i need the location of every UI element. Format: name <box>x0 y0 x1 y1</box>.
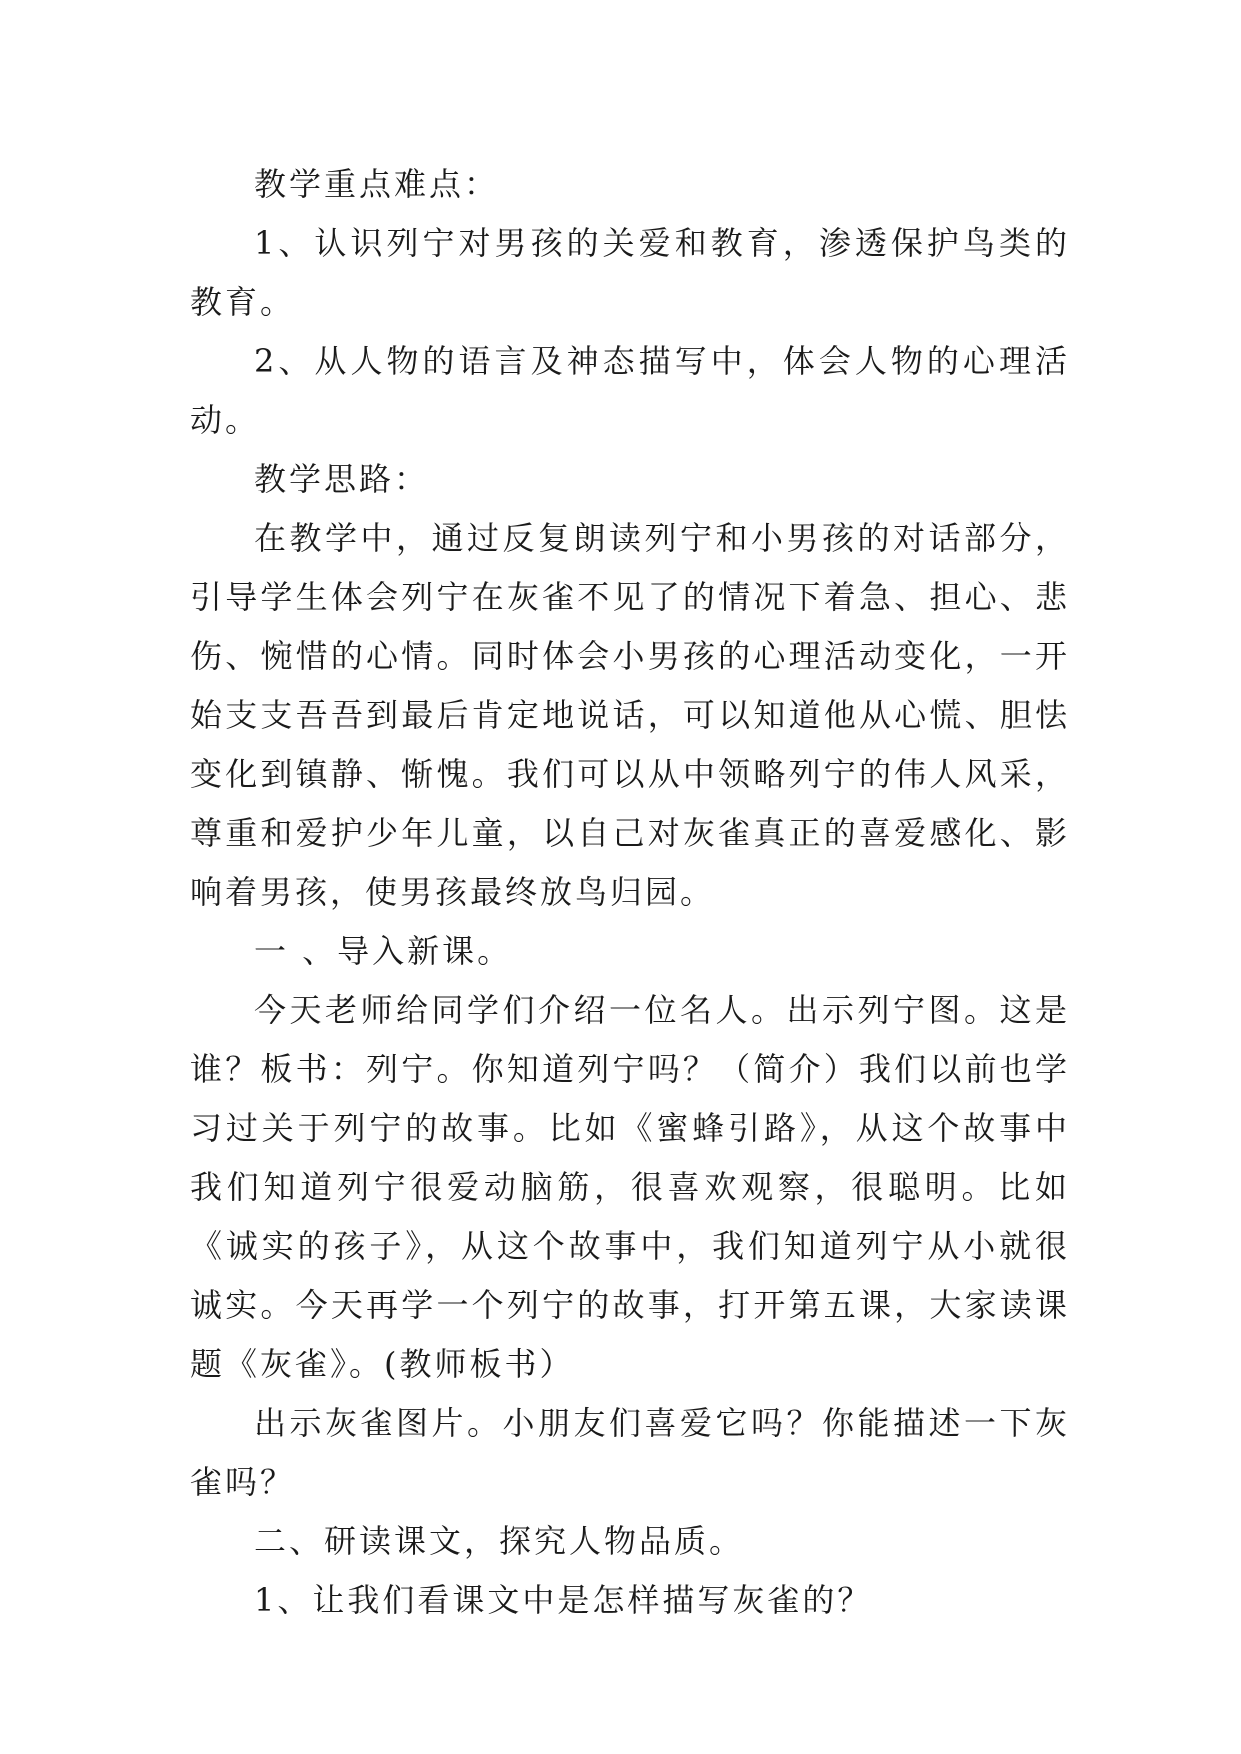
heading-teaching-focus: 教学重点难点： <box>254 165 500 203</box>
section-1-heading: 一 、导入新课。 <box>254 932 513 970</box>
section-2-item-1: 1、让我们看课文中是怎样描写灰雀的？ <box>254 1581 873 1619</box>
intro-paragraph: 今天老师给同学们介绍一位名人。出示列宁图。这是谁？板书：列宁。你知道列宁吗？（简介）我们以前也学习过关于列宁的故事。比如《蜜蜂引路》，从这个故事中我们知道列宁很爱动脑筋，很喜欢观察，很聪明。比如《诚实的孩子》，从这个故事中，我们知道列宁从小就很诚实。今天再学一个列宁的故事，打开第五课，大家读课题《灰雀》。(教师板书） <box>190 991 1070 1383</box>
focus-item-2: 2、从人物的语言及神态描写中，体会人物的心理活动。 <box>190 342 1070 439</box>
focus-item-1: 1、认识列宁对男孩的关爱和教育，渗透保护鸟类的教育。 <box>190 224 1070 321</box>
section-2-heading: 二、研读课文，探究人物品质。 <box>254 1522 745 1560</box>
heading-teaching-approach: 教学思路： <box>254 460 430 498</box>
document-body <box>190 155 1070 1630</box>
approach-paragraph: 在教学中，通过反复朗读列宁和小男孩的对话部分，引导学生体会列宁在灰雀不见了的情况下着急、担心、悲伤、惋惜的心情。同时体会小男孩的心理活动变化，一开始支支吾吾到最后肯定地说话，可以知道他从心慌、胆怯变化到镇静、惭愧。我们可以从中领略列宁的伟人风采，尊重和爱护少年儿童，以自己对灰雀真正的喜爱感化、影响着男孩，使男孩最终放鸟归园。 <box>190 519 1070 911</box>
bird-picture-paragraph: 出示灰雀图片。小朋友们喜爱它吗？你能描述一下灰雀吗？ <box>190 1404 1070 1501</box>
